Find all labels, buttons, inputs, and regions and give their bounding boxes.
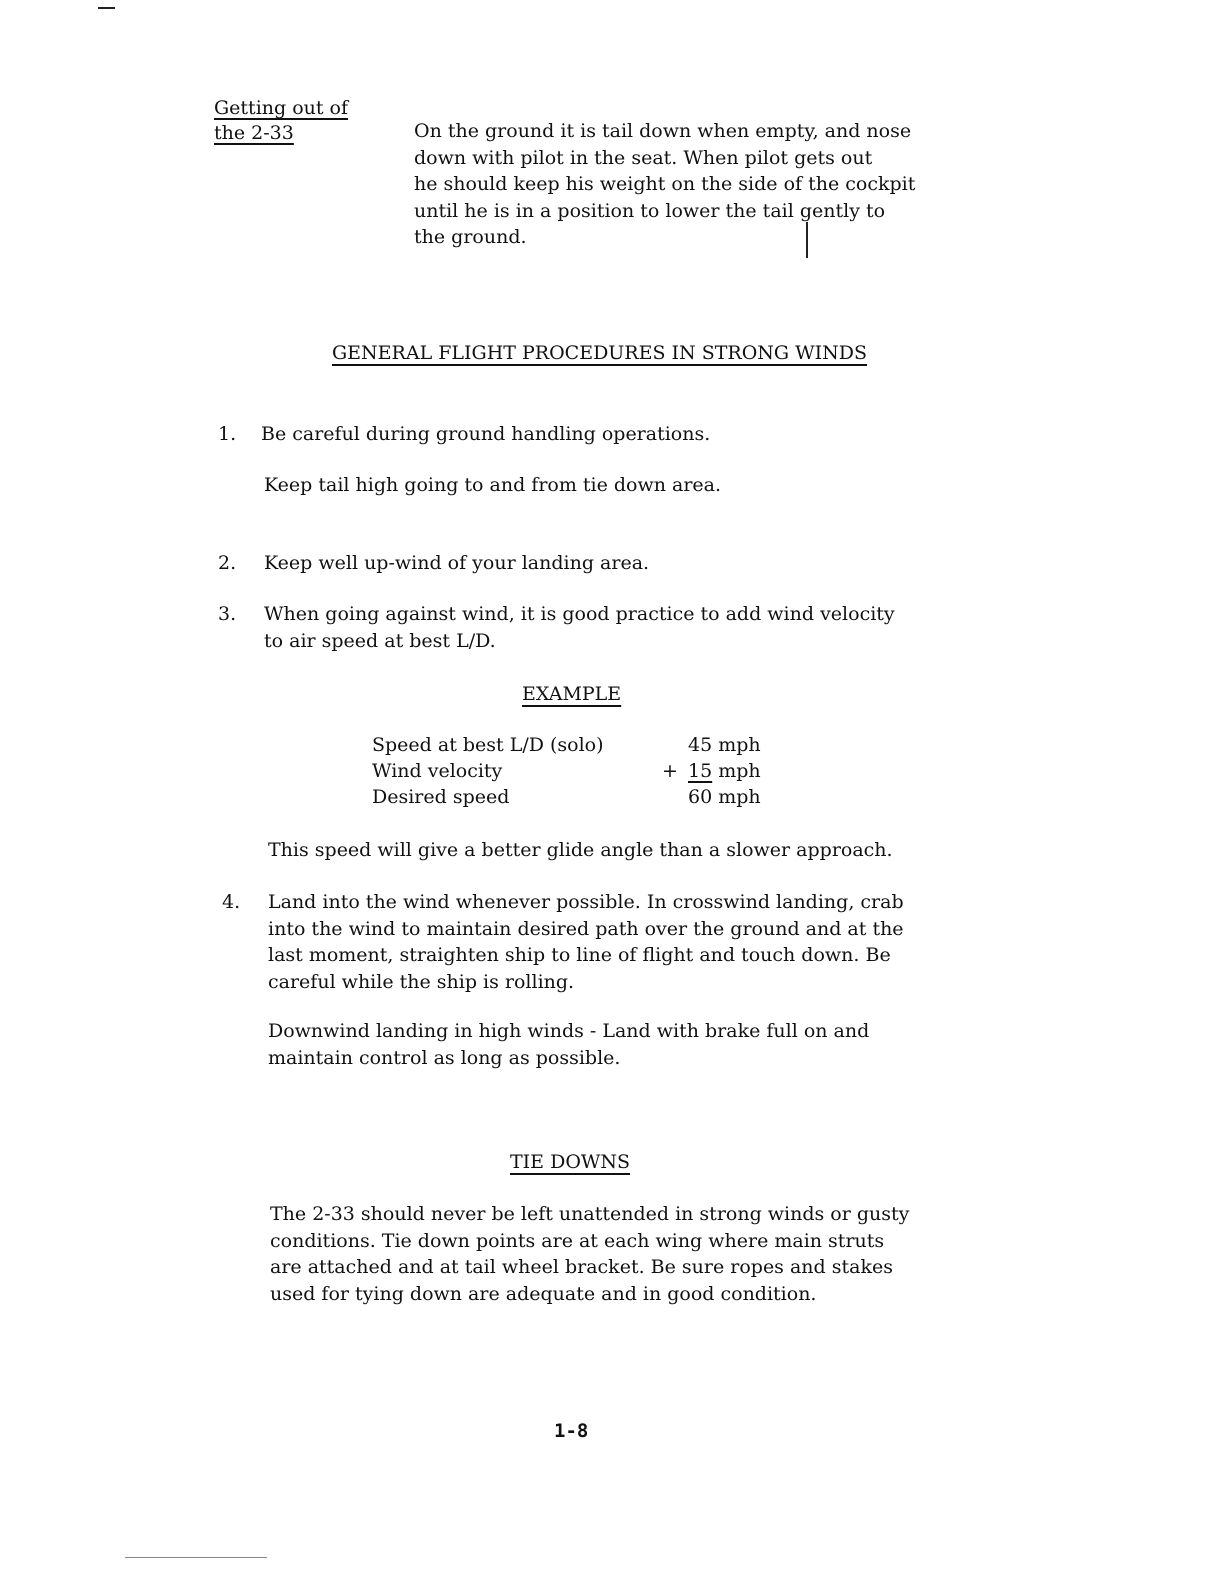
example-unit: mph	[718, 734, 761, 756]
example-title: EXAMPLE	[522, 683, 622, 705]
item-line: Keep tail high going to and from tie down area.	[264, 474, 722, 496]
tie-downs-line: conditions. Tie down points are at each wing where main struts	[270, 1229, 885, 1252]
example-label: Desired speed	[372, 786, 510, 808]
example-value-cell	[662, 758, 772, 784]
example-label: Speed at best L/D (solo)	[372, 734, 604, 756]
item-line: last moment, straighten ship to line of flight and touch down. Be	[268, 944, 891, 966]
side-heading-line-1: Getting out of	[214, 97, 349, 119]
page-number: 1-8	[554, 1420, 589, 1442]
tie-downs-line: The 2-33 should never be left unattended in strong winds or gusty	[270, 1203, 910, 1225]
example-value: 45	[688, 734, 713, 756]
item-number: 3.	[218, 603, 237, 625]
example-label: Wind velocity	[372, 760, 503, 782]
example-operator: +	[662, 760, 678, 782]
example-row	[372, 732, 772, 758]
item-subtext	[264, 472, 721, 499]
item-text	[268, 889, 904, 995]
item-line: When going against wind, it is good practice to add wind velocity	[264, 603, 895, 625]
item-number: 1.	[218, 423, 237, 445]
item-line: into the wind to maintain desired path over the ground and at the	[268, 917, 904, 940]
section-title-strong-winds: GENERAL FLIGHT PROCEDURES IN STRONG WINDS	[332, 342, 868, 364]
example-value-cell	[662, 732, 772, 758]
example-note-line: This speed will give a better glide angle than a slower approach.	[268, 839, 893, 861]
example-value: 60	[688, 786, 713, 808]
item-line: careful while the ship is rolling.	[268, 970, 575, 993]
item-line: Be careful during ground handling operations.	[261, 423, 711, 445]
side-heading	[214, 96, 348, 146]
scan-rule	[125, 1557, 267, 1558]
item-subtext	[268, 1018, 869, 1071]
intro-line: the ground.	[414, 226, 527, 248]
example-note	[268, 837, 893, 864]
tie-downs-line: are attached and at tail wheel bracket. Be sure ropes and stakes	[270, 1256, 893, 1278]
item-line: Downwind landing in high winds - Land with brake full on and	[268, 1020, 870, 1042]
item-text	[264, 550, 649, 577]
example-table	[372, 732, 772, 810]
item-line: Land into the wind whenever possible. In crosswind landing, crab	[268, 891, 904, 913]
intro-paragraph	[414, 118, 915, 251]
intro-line: until he is in a position to lower the tail gently to	[414, 199, 886, 222]
example-value-cell	[662, 784, 772, 810]
intro-line: he should keep his weight on the side of the cockpit	[414, 173, 916, 195]
tie-downs-paragraph	[270, 1201, 909, 1307]
item-line: maintain control as long as possible.	[268, 1046, 621, 1069]
intro-line: On the ground it is tail down when empty, and nose	[414, 120, 912, 142]
item-number: 2.	[218, 552, 237, 574]
example-value: 15	[688, 760, 713, 782]
section-title-tie-downs: TIE DOWNS	[510, 1151, 631, 1173]
example-row	[372, 784, 772, 810]
intro-line: down with pilot in the seat. When pilot gets out	[414, 146, 873, 169]
pen-mark	[806, 222, 808, 258]
tie-downs-line: used for tying down are adequate and in good condition.	[270, 1282, 817, 1305]
example-unit: mph	[718, 760, 761, 782]
example-row	[372, 758, 772, 784]
scan-mark	[98, 7, 115, 9]
item-text	[261, 421, 710, 448]
side-heading-line-2: the 2-33	[214, 122, 294, 144]
item-text	[264, 601, 895, 654]
item-line: Keep well up-wind of your landing area.	[264, 552, 650, 574]
example-unit: mph	[718, 786, 761, 808]
item-line: to air speed at best L/D.	[264, 629, 496, 652]
item-number: 4.	[222, 891, 241, 913]
